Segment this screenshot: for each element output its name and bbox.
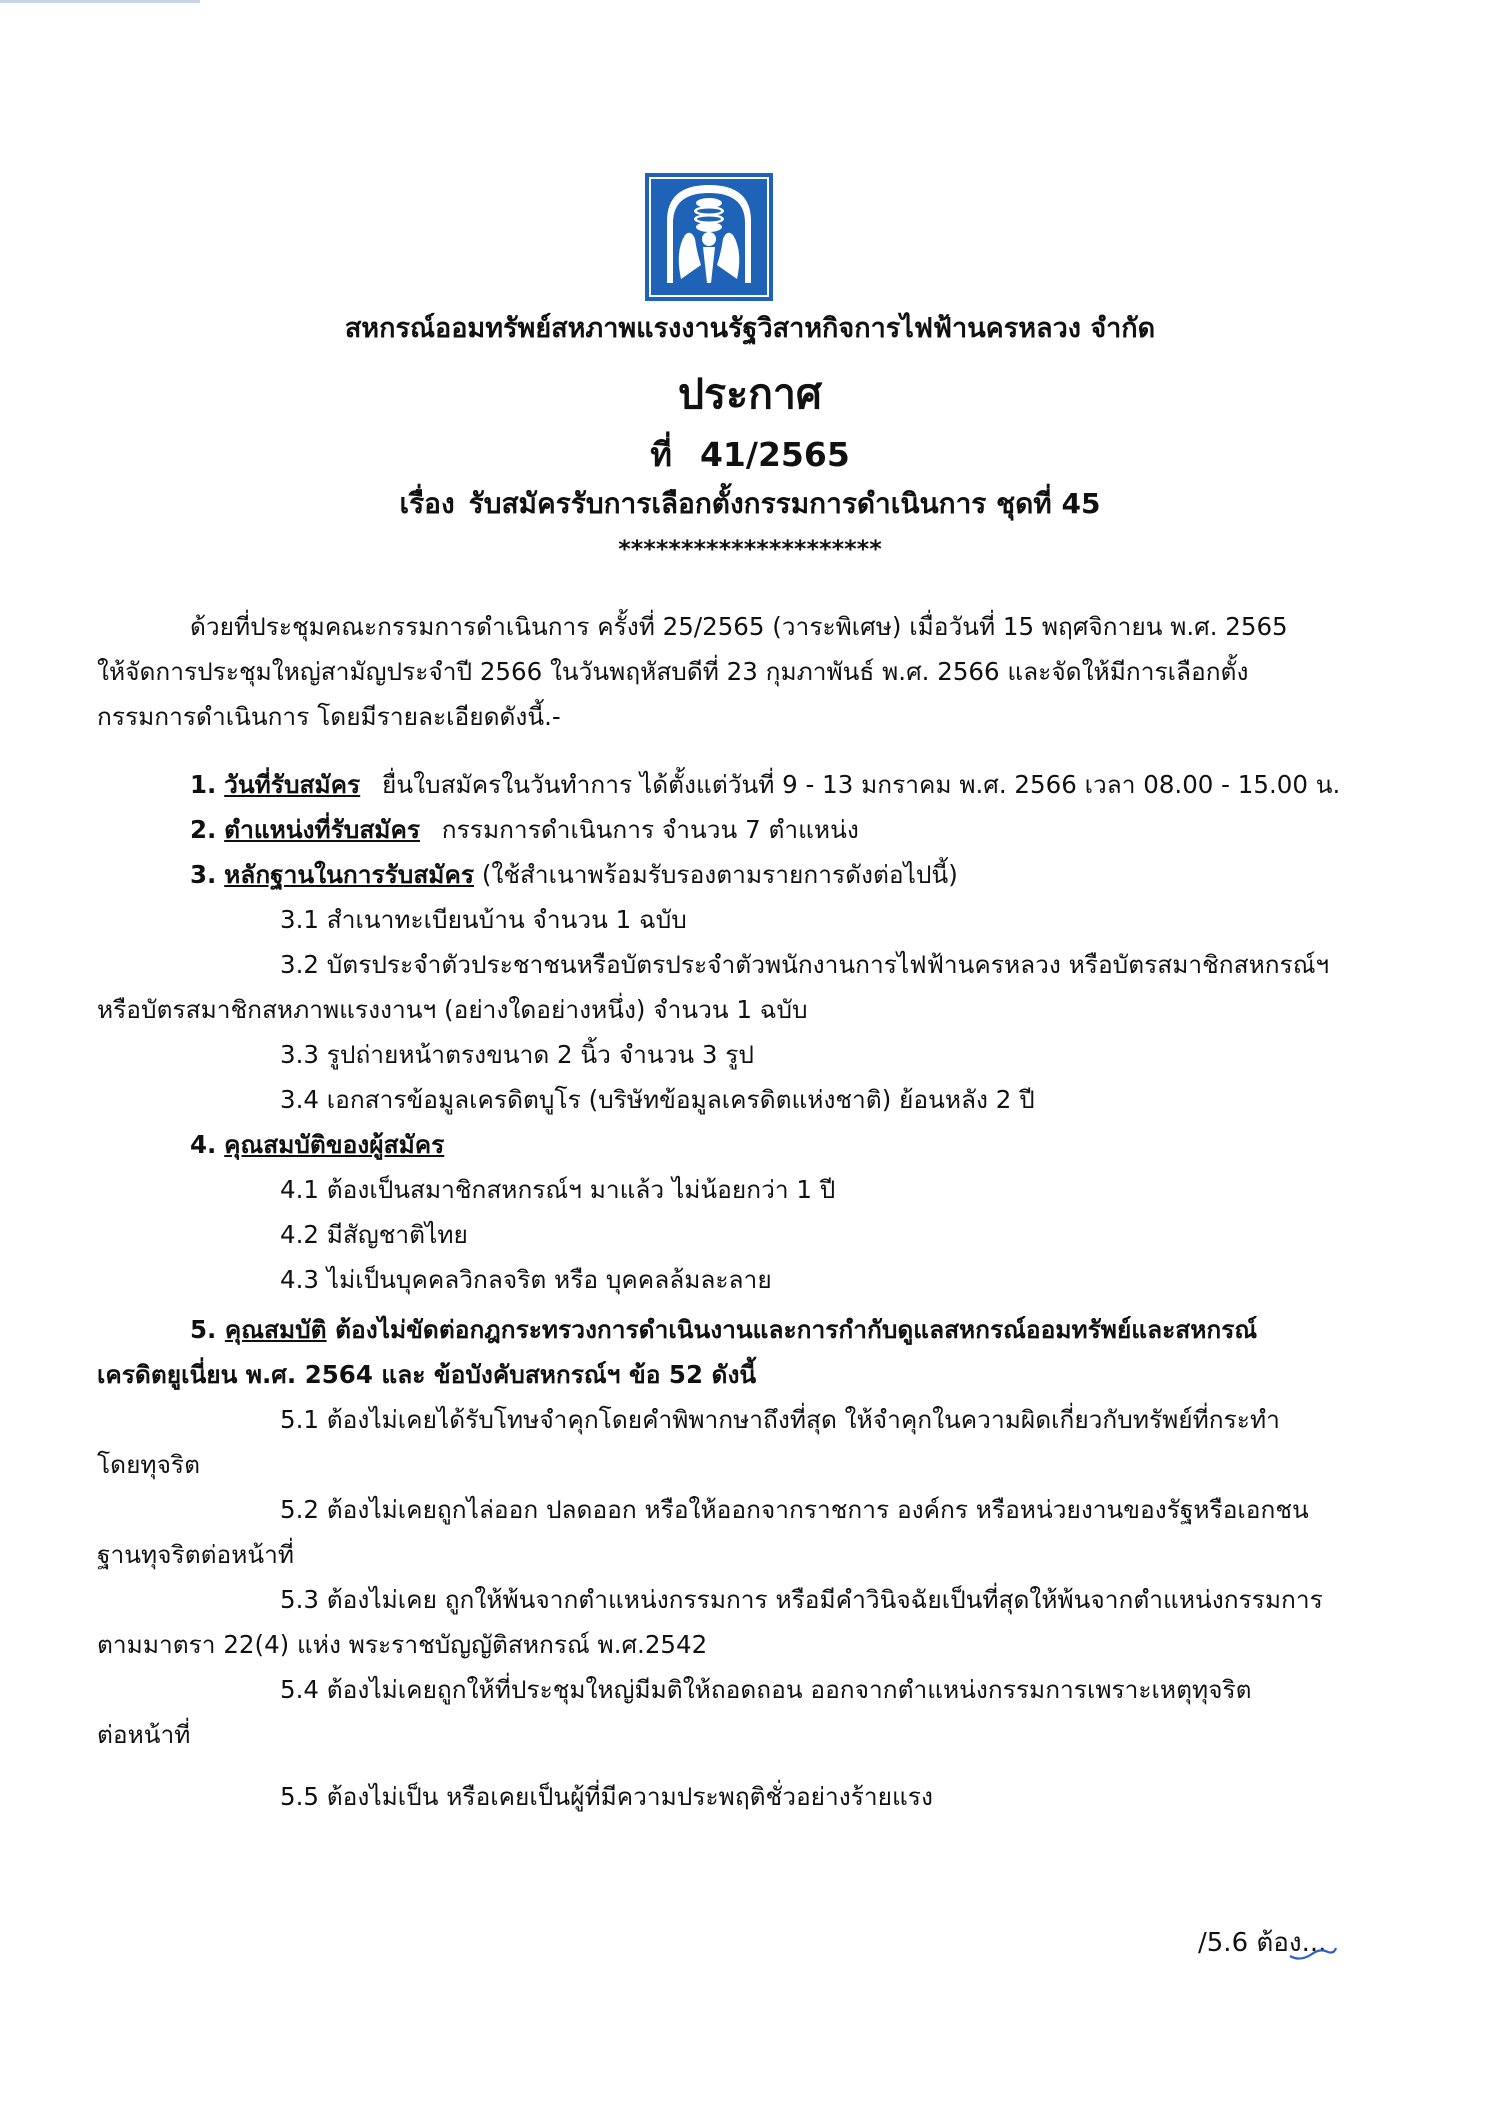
section-1-heading: วันที่รับสมัคร (224, 770, 361, 799)
section-4 (190, 1130, 444, 1159)
section-3-text: (ใช้สำเนาพร้อมรับรองตามรายการดังต่อไปนี้) (481, 860, 958, 889)
section-3-item-1: 3.1 สำเนาทะเบียนบ้าน จำนวน 1 ฉบับ (280, 905, 687, 934)
section-3-item-4: 3.4 เอกสารข้อมูลเครดิตบูโร (บริษัทข้อมูลเครดิตแห่งชาติ) ย้อนหลัง 2 ปี (280, 1085, 1035, 1114)
section-5-number: 5. (190, 1315, 217, 1344)
subject-text: รับสมัครรับการเลือกตั้งกรรมการดำเนินการ ชุดที่ 45 (468, 487, 1101, 520)
section-4-item-3: 4.3 ไม่เป็นบุคคลวิกลจริต หรือ บุคคลล้มละลาย (280, 1265, 772, 1294)
organization-name: สหกรณ์ออมทรัพย์สหภาพแรงงานรัฐวิสาหกิจการไฟฟ้านครหลวง จำกัด (344, 313, 1156, 344)
section-2-text: กรรมการดำเนินการ จำนวน 7 ตำแหน่ง (441, 815, 859, 844)
section-5-text: ต้องไม่ขัดต่อกฎกระทรวงการดำเนินงานและการกำกับดูแลสหกรณ์ออมทรัพย์และสหกรณ์ (335, 1315, 1258, 1344)
number-label: ที่ (650, 435, 672, 474)
section-5-item-2: 5.2 ต้องไม่เคยถูกไล่ออก ปลดออก หรือให้ออกจากราชการ องค์กร หรือหน่วยงานของรัฐหรือเอกชน (280, 1495, 1309, 1524)
intro-line-1: ด้วยที่ประชุมคณะกรรมการดำเนินการ ครั้งที่ 25/2565 (วาระพิเศษ) เมื่อวันที่ 15 พฤศจิกายน พ.ศ. 2565 (190, 612, 1288, 641)
section-5-text-cont: เครดิตยูเนี่ยน พ.ศ. 2564 และ ข้อบังคับสหกรณ์ฯ ข้อ 52 ดังนี้ (97, 1360, 757, 1389)
section-5 (190, 1315, 1257, 1344)
cooperative-logo (645, 173, 773, 301)
section-3-item-3: 3.3 รูปถ่ายหน้าตรงขนาด 2 นิ้ว จำนวน 3 รูป (280, 1040, 754, 1069)
section-2-number: 2. (190, 815, 217, 844)
section-3-heading: หลักฐานในการรับสมัคร (224, 860, 475, 889)
intro-line-2: ให้จัดการประชุมใหญ่สามัญประจำปี 2566 ในวันพฤหัสบดีที่ 23 กุมภาพันธ์ พ.ศ. 2566 และจัดให้มีการเลือกตั้ง (97, 657, 1249, 686)
section-5-item-3-cont: ตามมาตรา 22(4) แห่ง พระราชบัญญัติสหกรณ์ พ.ศ.2542 (97, 1630, 708, 1659)
scan-edge-mark (0, 0, 200, 3)
section-4-heading: คุณสมบัติของผู้สมัคร (224, 1130, 445, 1159)
handwritten-mark-icon (1288, 1942, 1338, 1964)
section-3-item-2: 3.2 บัตรประจำตัวประชาชนหรือบัตรประจำตัวพนักงานการไฟฟ้านครหลวง หรือบัตรสมาชิกสหกรณ์ฯ (280, 950, 1330, 979)
document-title: ประกาศ (678, 370, 822, 418)
page-continuation: /5.6 ต้อง... (1198, 1928, 1327, 1958)
section-2-heading: ตำแหน่งที่รับสมัคร (224, 815, 420, 844)
section-3-item-2-cont: หรือบัตรสมาชิกสหภาพแรงงานฯ (อย่างใดอย่างหนึ่ง) จำนวน 1 ฉบับ (97, 995, 808, 1024)
section-2 (190, 815, 859, 844)
intro-line-3: กรรมการดำเนินการ โดยมีรายละเอียดดังนี้.- (97, 702, 561, 731)
section-5-item-5: 5.5 ต้องไม่เป็น หรือเคยเป็นผู้ที่มีความประพฤติชั่วอย่างร้ายแรง (280, 1782, 933, 1811)
section-5-item-4: 5.4 ต้องไม่เคยถูกให้ที่ประชุมใหญ่มีมติให้ถอดถอน ออกจากตำแหน่งกรรมการเพราะเหตุทุจริต (280, 1675, 1252, 1704)
section-1 (190, 770, 1340, 799)
section-5-heading: คุณสมบัติ (224, 1315, 327, 1344)
section-3-number: 3. (190, 860, 217, 889)
announcement-number: 41/2565 (699, 435, 850, 474)
section-5-item-4-cont: ต่อหน้าที่ (97, 1720, 191, 1749)
section-1-text: ยื่นใบสมัครในวันทำการ ได้ตั้งแต่วันที่ 9 - 13 มกราคม พ.ศ. 2566 เวลา 08.00 - 15.00 น. (381, 770, 1341, 799)
announcement-number-line (0, 428, 1500, 481)
section-3 (190, 860, 958, 889)
section-4-number: 4. (190, 1130, 217, 1159)
section-1-number: 1. (190, 770, 217, 799)
separator-stars: ********************* (618, 535, 882, 563)
subject-label: เรื่อง (399, 487, 455, 520)
section-4-item-2: 4.2 มีสัญชาติไทย (280, 1220, 468, 1249)
section-4-item-1: 4.1 ต้องเป็นสมาชิกสหกรณ์ฯ มาแล้ว ไม่น้อยกว่า 1 ปี (280, 1175, 836, 1204)
section-5-item-1: 5.1 ต้องไม่เคยได้รับโทษจำคุกโดยคำพิพากษาถึงที่สุด ให้จำคุกในความผิดเกี่ยวกับทรัพย์ที่กระทำ (280, 1405, 1280, 1434)
section-5-item-1-cont: โดยทุจริต (97, 1450, 201, 1479)
section-5-item-2-cont: ฐานทุจริตต่อหน้าที่ (97, 1540, 295, 1569)
section-5-item-3: 5.3 ต้องไม่เคย ถูกให้พ้นจากตำแหน่งกรรมการ หรือมีคำวินิจฉัยเป็นที่สุดให้พ้นจากตำแหน่งกรรมการ (280, 1585, 1323, 1614)
subject-line (0, 482, 1500, 526)
